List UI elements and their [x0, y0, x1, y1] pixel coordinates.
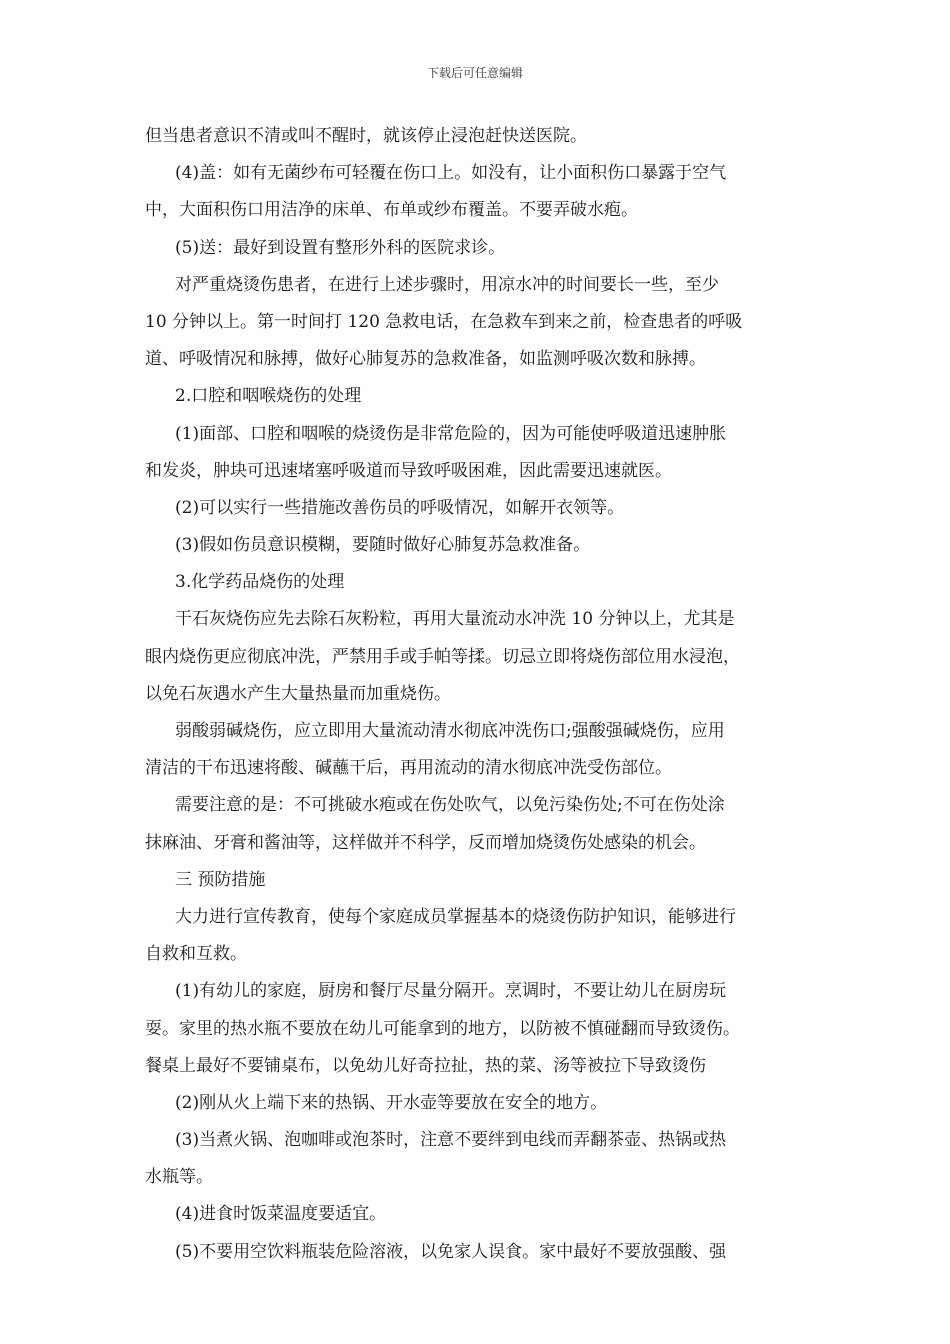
text-line: 耍。家里的热水瓶不要放在幼儿可能拿到的地方，以防被不慎碰翻而导致烫伤。 [145, 1018, 740, 1039]
text-line: 清洁的干布迅速将酸、碱蘸干后，再用流动的清水彻底冲洗受伤部位。 [145, 758, 672, 779]
text-line: 需要注意的是：不可挑破水疱或在伤处吹气，以免污染伤处;不可在伤处涂 [175, 795, 725, 816]
text-line: 餐桌上最好不要铺桌布，以免幼儿好奇拉扯，热的菜、汤等被拉下导致烫伤 [145, 1055, 706, 1076]
text-line: (2)可以实行一些措施改善伤员的呼吸情况，如解开衣领等。 [175, 497, 625, 518]
text-line: 10 分钟以上。第一时间打 120 急救电话，在急救车到来之前，检查患者的呼吸 [145, 311, 743, 332]
text-line: 自救和互救。 [145, 944, 247, 965]
text-line: (4)进食时饭菜温度要适宜。 [175, 1204, 387, 1225]
text-line: 大力进行宣传教育，使每个家庭成员掌握基本的烧烫伤防护知识，能够进行 [175, 906, 736, 927]
text-line: 但当患者意识不清或叫不醒时，就该停止浸泡赶快送医院。 [145, 126, 587, 146]
text-line: 道、呼吸情况和脉搏，做好心肺复苏的急救准备，如监测呼吸次数和脉搏。 [145, 349, 706, 370]
text-line: 以免石灰遇水产生大量热量而加重烧伤。 [145, 683, 451, 704]
text-line: (2)刚从火上端下来的热锅、开水壶等要放在安全的地方。 [175, 1092, 608, 1113]
page-header: 下载后可任意编辑 [426, 66, 523, 80]
text-line: 对严重烧烫伤患者，在进行上述步骤时，用凉水冲的时间要长一些，至少 [175, 274, 719, 295]
text-line: (1)有幼儿的家庭，厨房和餐厅尽量分隔开。烹调时，不要让幼儿在厨房玩 [175, 981, 727, 1002]
text-line: 水瓶等。 [145, 1167, 213, 1188]
text-line: (3)当煮火锅、泡咖啡或泡茶时，注意不要绊到电线而弄翻茶壶、热锅或热 [175, 1130, 727, 1151]
section-heading: 2.口腔和咽喉烧伤的处理 [175, 386, 362, 407]
text-line: 弱酸弱碱烧伤，应立即用大量流动清水彻底冲洗伤口;强酸强碱烧伤，应用 [175, 721, 725, 741]
text-line: 抹麻油、牙膏和酱油等，这样做并不科学，反而增加烧烫伤处感染的机会。 [145, 832, 706, 853]
document-body [145, 118, 815, 1271]
text-line: (5)送：最好到设置有整形外科的医院求诊。 [175, 237, 506, 258]
text-line: 和发炎，肿块可迅速堵塞呼吸道而导致呼吸困难，因此需要迅速就医。 [145, 460, 672, 481]
text-line: 眼内烧伤更应彻底冲洗，严禁用手或手帕等揉。切忌立即将烧伤部位用水浸泡， [145, 646, 740, 667]
text-line: (4)盖：如有无菌纱布可轻覆在伤口上。如没有，让小面积伤口暴露于空气 [175, 163, 727, 184]
text-line: 干石灰烧伤应先去除石灰粉粒，再用大量流动水冲洗 10 分钟以上，尤其是 [175, 609, 735, 630]
text-line: 中，大面积伤口用洁净的床单、布单或纱布覆盖。不要弄破水疱。 [145, 200, 638, 221]
text-line: (1)面部、口腔和咽喉的烧烫伤是非常危险的，因为可能使呼吸道迅速肿胀 [175, 423, 727, 444]
section-heading: 3.化学药品烧伤的处理 [175, 572, 345, 593]
section-heading: 三 预防措施 [175, 869, 266, 890]
text-line: (3)假如伤员意识模糊，要随时做好心肺复苏急救准备。 [175, 535, 591, 556]
text-line: (5)不要用空饮料瓶装危险溶液，以免家人误食。家中最好不要放强酸、强 [175, 1241, 727, 1262]
